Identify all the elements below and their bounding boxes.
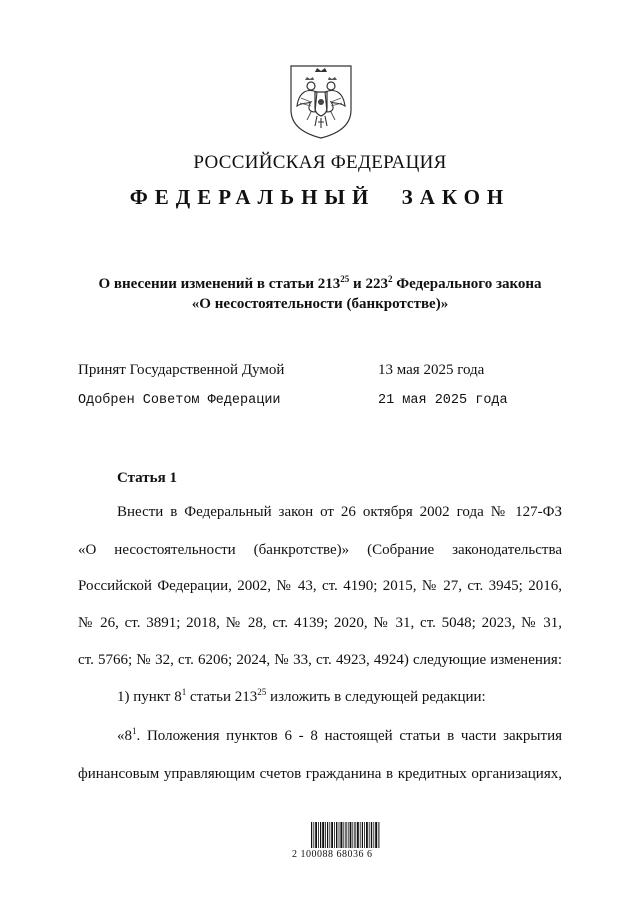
council-approval-date: 21 мая 2025 года <box>378 393 508 408</box>
country-name: РОССИЙСКАЯ ФЕДЕРАЦИЯ <box>193 152 447 173</box>
item-superscript: 1 <box>181 687 187 697</box>
council-approval-label: Одобрен Советом Федерации <box>78 393 281 408</box>
duma-adoption-date: 13 мая 2025 года <box>378 362 485 378</box>
title-text: Федерального закона <box>392 276 542 292</box>
item-text: статьи 213 <box>186 689 258 705</box>
article-line-3: Российской Федерации, 2002, № 43, ст. 4190; 2015, № 27, ст. 3945; 2016, <box>78 578 562 594</box>
article-line-5: ст. 5766; № 32, ст. 6206; 2024, № 33, ст. 4923, 4924) следующие изменения: <box>78 652 562 668</box>
law-title-line-1 <box>40 274 600 294</box>
barcode-icon <box>311 822 381 848</box>
article-heading: Статья 1 <box>117 470 177 486</box>
quote-text: «8 <box>117 728 132 744</box>
article-line-2: «О несостоятельности (банкротстве)» (Собрание законодательства <box>78 542 562 558</box>
item-text: 1) пункт 8 <box>117 689 182 705</box>
title-text: О внесении изменений в статьи 213 <box>98 276 341 292</box>
law-title <box>40 274 600 314</box>
title-superscript: 25 <box>340 274 350 284</box>
law-title-line-2: «О несостоятельности (банкротстве)» <box>191 296 449 312</box>
article-line-4: № 26, ст. 3891; 2018, № 28, ст. 4139; 2020, № 31, ст. 5048; 2023, № 31, <box>78 615 562 631</box>
quoted-text-line-1 <box>117 728 562 745</box>
item-text: изложить в следующей редакции: <box>266 689 486 705</box>
quoted-text-line-2: финансовым управляющим счетов гражданина в кредитных организациях, <box>78 766 562 782</box>
quote-text: . Положения пунктов 6 - 8 настоящей статьи в части закрытия <box>136 728 562 744</box>
article-line-1: Внести в Федеральный закон от 26 октября 2002 года № 127-ФЗ <box>117 504 562 520</box>
duma-adoption-label: Принят Государственной Думой <box>78 362 285 378</box>
russian-coat-of-arms-icon <box>287 62 355 140</box>
title-text: и 223 <box>349 276 388 292</box>
document-type: ФЕДЕРАЛЬНЫЙ ЗАКОН <box>129 185 511 209</box>
title-superscript: 2 <box>387 274 393 284</box>
barcode-number: 2 100088 68036 6 <box>292 849 373 860</box>
amendment-item-1 <box>117 689 486 706</box>
item-superscript: 25 <box>257 687 267 697</box>
quote-superscript: 1 <box>132 726 137 736</box>
